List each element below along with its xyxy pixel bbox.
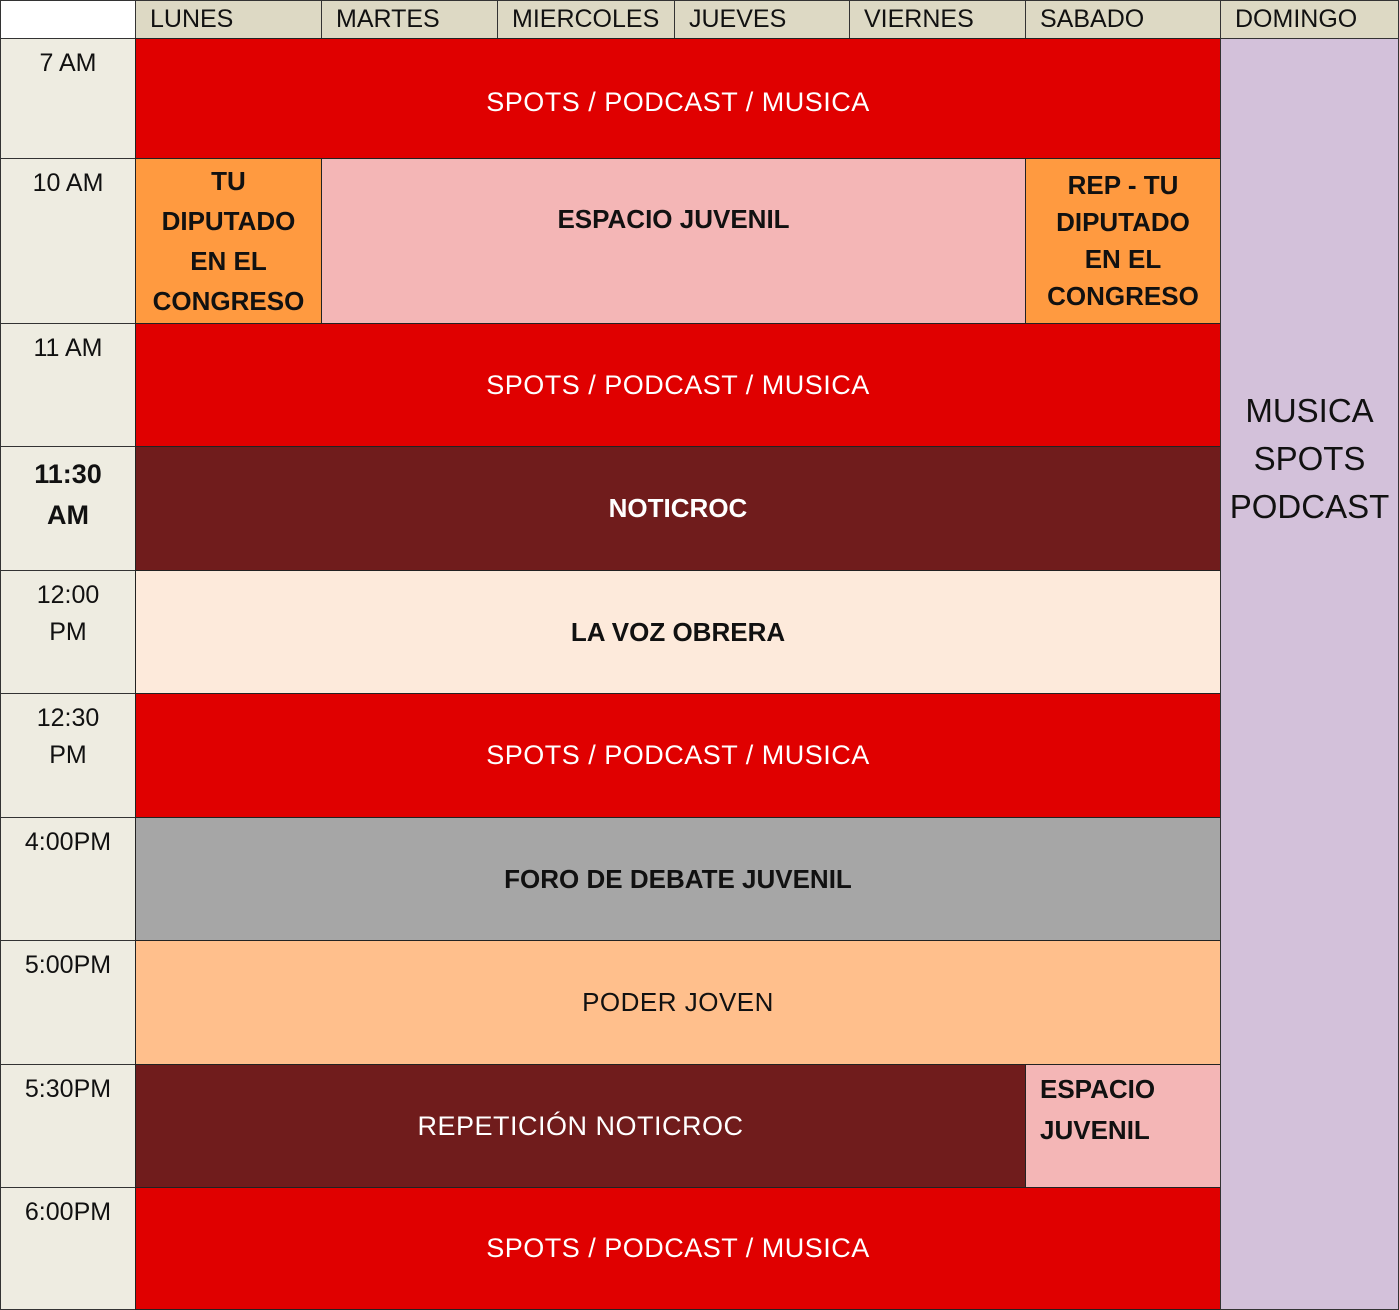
time-1130am: 11:30 AM [0,446,136,571]
time-11am: 11 AM [0,323,136,447]
program-espacio-juvenil: ESPACIO JUVENIL [321,158,1026,324]
program-noticroc: NOTICROC [135,446,1221,571]
corner-cell [0,0,136,39]
program-domingo-musica-spots-podcast: MUSICA SPOTS PODCAST [1220,38,1399,1310]
program-spots-7am: SPOTS / PODCAST / MUSICA [135,38,1221,159]
day-header-jueves: JUEVES [674,0,850,39]
time-7am: 7 AM [0,38,136,159]
time-4pm: 4:00PM [0,817,136,941]
time-12pm: 12:00 PM [0,570,136,694]
program-la-voz-obrera: LA VOZ OBRERA [135,570,1221,694]
day-header-viernes: VIERNES [849,0,1026,39]
day-header-miercoles: MIERCOLES [497,0,675,39]
program-spots-1230pm: SPOTS / PODCAST / MUSICA [135,693,1221,818]
program-foro-debate-juvenil: FORO DE DEBATE JUVENIL [135,817,1221,941]
day-header-sabado: SABADO [1025,0,1221,39]
time-530pm: 5:30PM [0,1064,136,1188]
program-espacio-juvenil-sabado: ESPACIO JUVENIL [1025,1064,1221,1188]
program-poder-joven: PODER JOVEN [135,940,1221,1065]
program-spots-11am: SPOTS / PODCAST / MUSICA [135,323,1221,447]
day-header-domingo: DOMINGO [1220,0,1399,39]
day-header-lunes: LUNES [135,0,322,39]
time-5pm: 5:00PM [0,940,136,1065]
time-1230pm: 12:30 PM [0,693,136,818]
day-header-martes: MARTES [321,0,498,39]
program-tu-diputado: TU DIPUTADO EN EL CONGRESO [135,158,322,324]
program-rep-tu-diputado: REP - TU DIPUTADO EN EL CONGRESO [1025,158,1221,324]
time-10am: 10 AM [0,158,136,324]
program-spots-6pm: SPOTS / PODCAST / MUSICA [135,1187,1221,1310]
program-repeticion-noticroc: REPETICIÓN NOTICROC [135,1064,1026,1188]
time-6pm: 6:00PM [0,1187,136,1310]
